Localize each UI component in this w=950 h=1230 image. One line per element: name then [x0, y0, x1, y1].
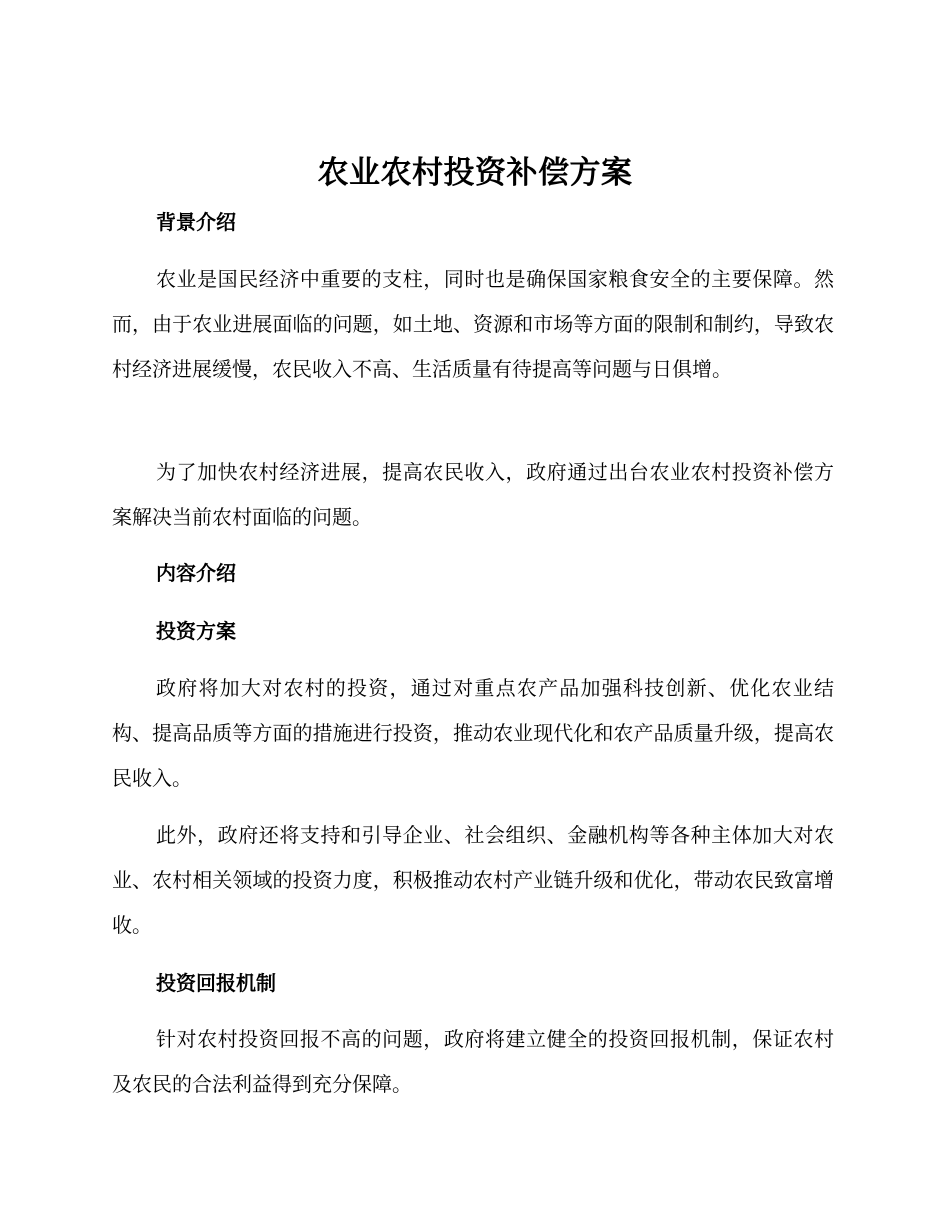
paragraph-background-2: 为了加快农村经济进展，提高农民收入，政府通过出台农业农村投资补偿方案解决当前农村面临的问题。 [112, 460, 834, 529]
document-title: 农业农村投资补偿方案 [317, 155, 633, 191]
paragraph-investment-plan-1: 政府将加大对农村的投资，通过对重点农产品加强科技创新、优化农业结构、提高品质等方面的措施进行投资，推动农业现代化和农产品质量升级，提高农民收入。 [112, 676, 834, 790]
section-heading-content: 内容介绍 [156, 561, 236, 585]
section-heading-investment-plan: 投资方案 [156, 619, 236, 643]
section-heading-background: 背景介绍 [156, 210, 236, 234]
paragraph-investment-plan-2: 此外，政府还将支持和引导企业、社会组织、金融机构等各种主体加大对农业、农村相关领域的投资力度，积极推动农村产业链升级和优化，带动农民致富增收。 [112, 823, 834, 937]
paragraph-background-1: 农业是国民经济中重要的支柱，同时也是确保国家粮食安全的主要保障。然而，由于农业进展面临的问题，如土地、资源和市场等方面的限制和制约，导致农村经济进展缓慢，农民收入不高、生活质量有待提高等问题与日俱增。 [112, 267, 834, 381]
paragraph-return-mechanism-1: 针对农村投资回报不高的问题，政府将建立健全的投资回报机制，保证农村及农民的合法利益得到充分保障。 [112, 1027, 834, 1096]
section-heading-return-mechanism: 投资回报机制 [156, 971, 276, 995]
